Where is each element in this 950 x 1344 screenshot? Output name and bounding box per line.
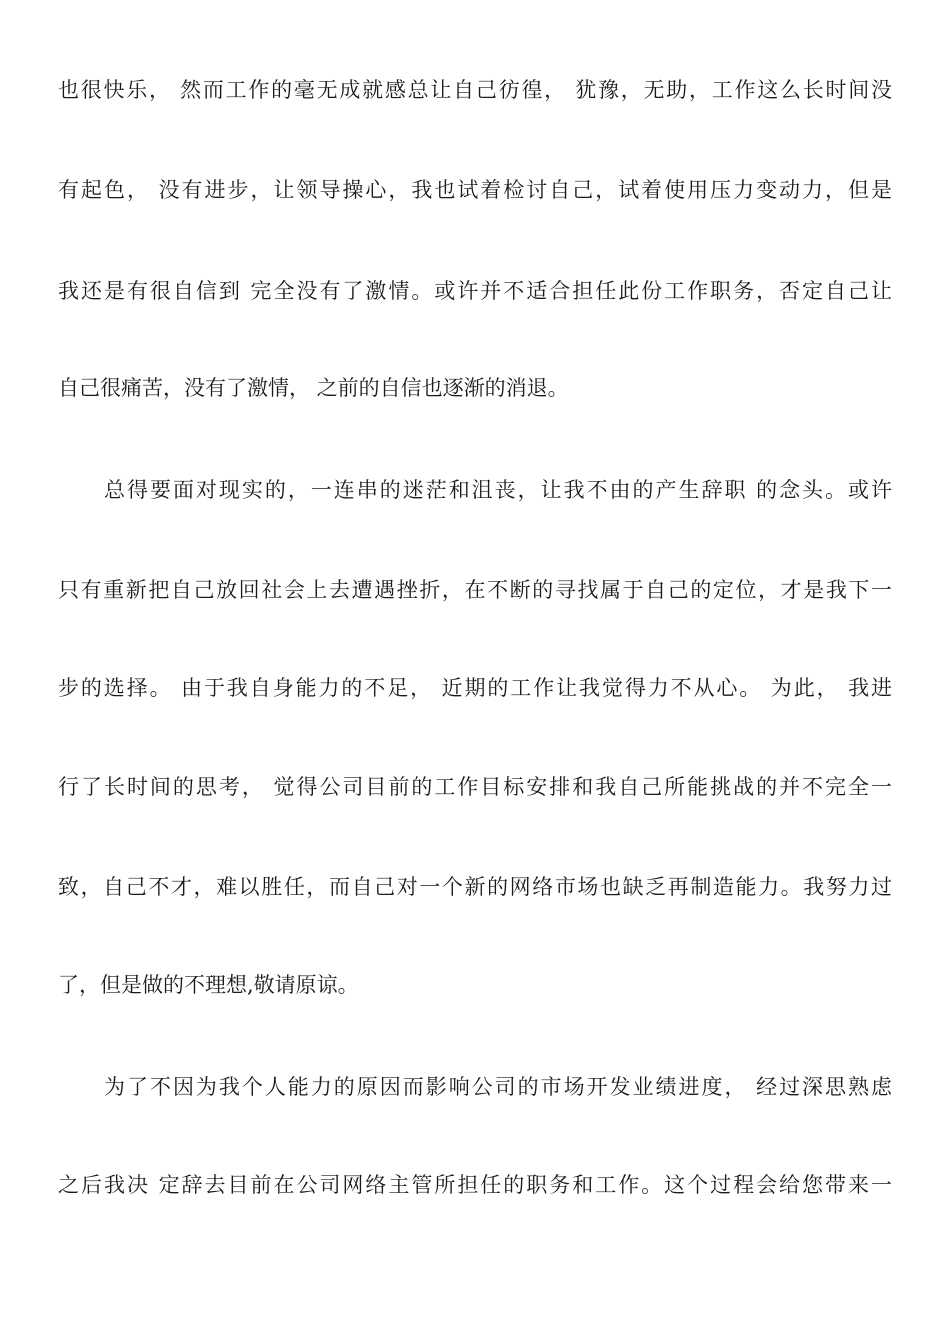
text-line: 自己很痛苦，没有了激情， 之前的自信也逐渐的消退。 [58, 376, 569, 400]
text-line: 有起色， 没有进步，让领导操心，我也试着检讨自己，试着使用压力变动力，但是 [58, 178, 892, 202]
text-line: 致，自己不才，难以胜任，而自己对一个新的网络市场也缺乏再制造能力。我努力过 [58, 875, 892, 899]
text-line: 只有重新把自己放回社会上去遭遇挫折，在不断的寻找属于自己的定位，才是我下一 [58, 578, 892, 602]
paragraph-first-line: 为了不因为我个人能力的原因而影响公司的市场开发业绩进度， 经过深思熟虑 [104, 1075, 892, 1099]
text-line: 我还是有很自信到 完全没有了激情。或许并不适合担任此份工作职务，否定自己让 [58, 279, 892, 303]
text-line: 行了长时间的思考， 觉得公司目前的工作目标安排和我自己所能挑战的并不完全一 [58, 775, 892, 799]
text-line: 也很快乐， 然而工作的毫无成就感总让自己彷徨， 犹豫，无助，工作这么长时间没 [58, 78, 892, 102]
text-line: 了，但是做的不理想,敬请原谅。 [58, 973, 359, 997]
text-line: 步的选择。 由于我自身能力的不足， 近期的工作让我觉得力不从心。 为此， 我进 [58, 676, 892, 700]
paragraph-first-line: 总得要面对现实的，一连串的迷茫和沮丧，让我不由的产生辞职 的念头。或许 [104, 478, 892, 502]
text-line: 之后我决 定辞去目前在公司网络主管所担任的职务和工作。这个过程会给您带来一 [58, 1173, 892, 1197]
